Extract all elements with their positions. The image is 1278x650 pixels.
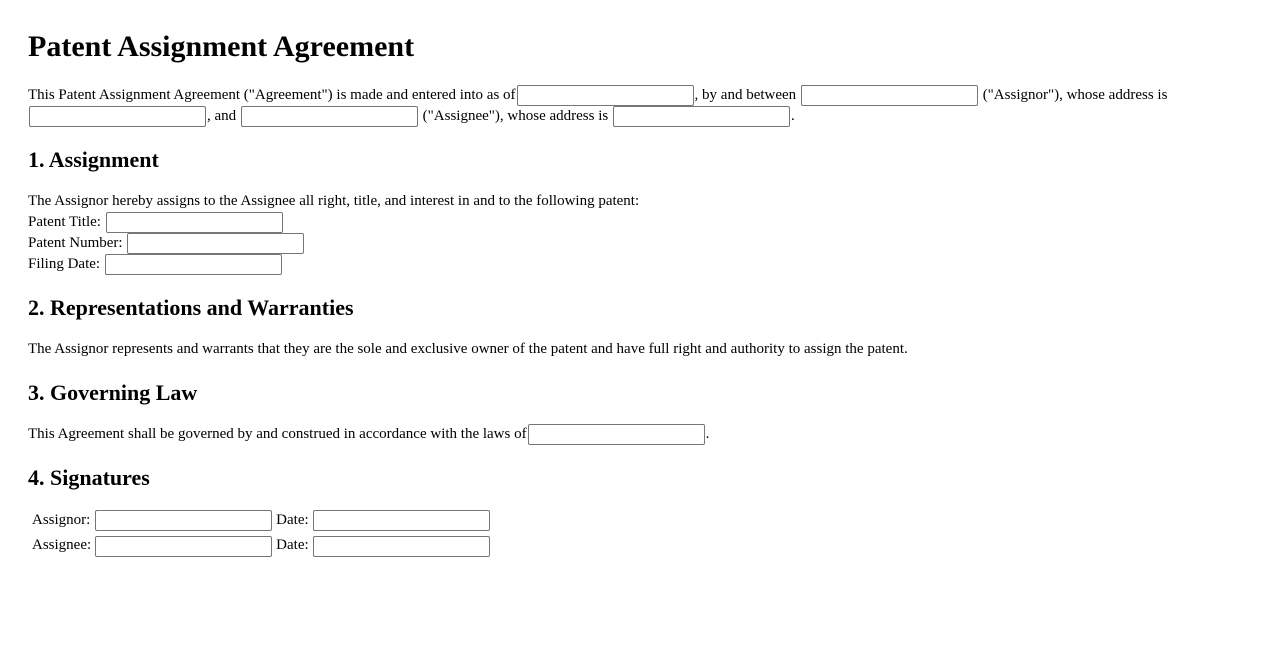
assignee-date-label: Date: [276, 537, 309, 554]
assignee-date-input[interactable] [313, 536, 490, 557]
intro-text-1: This Patent Assignment Agreement ("Agreement") is made and entered into as of [28, 87, 516, 103]
assignee-name-input[interactable] [241, 106, 418, 127]
assignment-paragraph [28, 191, 1250, 275]
assignor-date-input[interactable] [313, 510, 490, 531]
warranties-text: The Assignor represents and warrants that they are the sole and exclusive owner of the patent and have full right and authority to assign the patent. [28, 341, 908, 358]
assignor-signature-row [31, 509, 491, 532]
assignor-signature-input[interactable] [95, 510, 272, 531]
governing-law-text: This Agreement shall be governed by and construed in accordance with the laws of [28, 426, 527, 443]
assignee-address-input[interactable] [613, 106, 790, 127]
assignor-name-input[interactable] [801, 85, 978, 106]
filing-date-input[interactable] [105, 254, 282, 275]
section-heading-signatures: 4. Signatures [28, 465, 150, 491]
assignor-date-label: Date: [276, 512, 309, 529]
effective-date-input[interactable] [517, 85, 694, 106]
patent-number-label: Patent Number: [28, 235, 123, 252]
intro-text-5: ("Assignee"), whose address is [422, 108, 609, 125]
jurisdiction-input[interactable] [528, 424, 705, 445]
patent-title-label: Patent Title: [28, 214, 101, 231]
intro-text-2: , by and between [694, 87, 797, 103]
signature-table [29, 507, 493, 559]
intro-paragraph [28, 85, 1250, 127]
assignee-signature-input[interactable] [95, 536, 272, 557]
page-title: Patent Assignment Agreement [28, 30, 415, 63]
intro-text-6: . [790, 108, 795, 125]
section-heading-governing-law: 3. Governing Law [28, 380, 198, 406]
filing-date-label: Filing Date: [28, 256, 101, 273]
section-heading-assignment: 1. Assignment [28, 147, 159, 173]
filing-date-row [28, 254, 1250, 275]
assignee-signature-label: Assignee: [32, 537, 92, 554]
intro-text-3: ("Assignor"), whose address is [982, 87, 1168, 103]
patent-number-input[interactable] [127, 233, 304, 254]
patent-title-input[interactable] [106, 212, 283, 233]
assignor-signature-cell [94, 509, 273, 532]
patent-title-row [28, 212, 1250, 233]
intro-text-4: , and [207, 108, 237, 125]
section-heading-warranties: 2. Representations and Warranties [28, 295, 354, 321]
assignor-signature-label: Assignor: [32, 512, 91, 529]
assignor-address-input[interactable] [29, 106, 206, 127]
governing-law-suffix: . [705, 426, 710, 443]
assignee-date-cell [312, 534, 491, 557]
assignor-date-cell [312, 509, 491, 532]
assignee-signature-cell [94, 534, 273, 557]
governing-law-paragraph [28, 424, 1250, 445]
patent-number-row [28, 233, 1250, 254]
assignee-signature-row [31, 534, 491, 557]
assignment-text: The Assignor hereby assigns to the Assignee all right, title, and interest in and to the following patent: [28, 193, 640, 210]
